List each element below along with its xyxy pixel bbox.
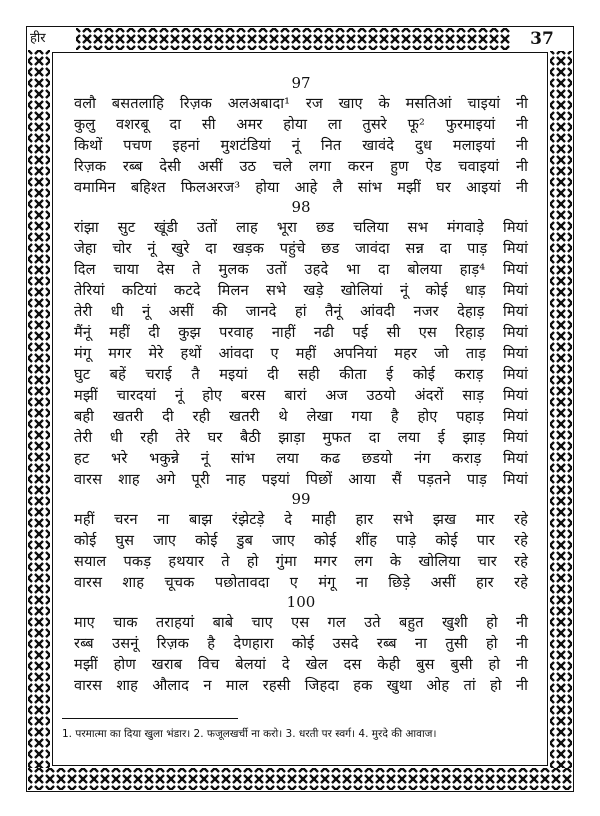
right-ornament-border — [550, 50, 572, 768]
verse-line: महीं चरन ना बाझ रंझेटड़े दे माही हार सभे झख मार रहे — [74, 511, 528, 528]
verse-line: वारस शाह औलाद न माल रहसी जिहदा हक खुथा ओह तां हो नी — [74, 677, 528, 694]
verse-line: किथों पचण इहनां मुशटंडियां नूं नित खावंदे दुध मलाइयां नी — [74, 137, 528, 154]
stanza-number: 97 — [291, 74, 311, 92]
stanza-number: 98 — [291, 198, 311, 216]
verse-line: वारस शाह चूचक पछोतावदा ए मंगू ना छिड़े असीं हार रहे — [74, 574, 528, 591]
verse-line: घुट बहें चराई तै मइयां दी सही कीता ई कोई कराड़ मियां — [74, 366, 528, 383]
top-ornament-border — [76, 28, 510, 50]
verse-line: कोई घुस जाए कोई डुब जाए कोई शींह पाड़े कोई पार रहे — [74, 532, 528, 549]
verse-line: मझीं होण खराब विच बेलयां दे खेल दस केही बुस बुसी हो नी — [74, 656, 528, 673]
verse-line: वमामिन बहिश्त फिलअरज³ होया आहे लै सांभ मझीं घर आइयां नी — [74, 179, 528, 196]
verse-line: रांझा सुट खूंडी उतों लाह भूरा छड चलिया सभ मंगवाड़े मियां — [74, 219, 528, 236]
verse-line: सयाल पकड़ हथयार ते हो गुंमा मगर लग के खोलिया चार रहे — [74, 553, 528, 570]
verse-line: मैंनूं महीं दी कुझ परवाह नाहीं नढी पई सी एस रिहाड़ मियां — [74, 324, 528, 341]
verse-line: वारस शाह अगे पूरी नाह पइयां पिछों आया सैं पड़तने पाड़ मियां — [74, 471, 528, 488]
bottom-ornament-border — [28, 768, 572, 790]
verse-line: हट भरे भकुन्ने नूं सांभ लया कढ छडयो नंग कराड़ मियां — [74, 450, 528, 467]
verse-line: मझीं चारदयां नूं होए बरस बारां अज उठयो अंदरों साड़ मियां — [74, 387, 528, 404]
running-title: हीर — [30, 28, 74, 50]
verse-content — [74, 74, 528, 696]
verse-line: रब्ब उसनूं रिज़क है देणहारा कोई उसदे रब्ब ना तुसी हो नी — [74, 635, 528, 652]
verse-line: बही खतरी दी रही खतरी थे लेखा गया है होए पहाड़ मियां — [74, 408, 528, 425]
footnotes: 1. परमात्मा का दिया खुला भंडार। 2. फजूलखर्ची ना करो। 3. धरती पर स्वर्ग। 4. मुरदे की आवाज। — [62, 728, 437, 740]
verse-line: रिज़क रब्ब देसी असीं उठ चले लगा करन हुण ऐड चवाइयां नी — [74, 158, 528, 175]
verse-line: माए चाक तराहयां बाबे चाए एस गल उते बहुत खुशी हो नी — [74, 614, 528, 631]
verse-line: तेरियां कटियां कटदे मिलन सभे खड़े खोलियां नूं कोई धाड़ मियां — [74, 282, 528, 299]
footnote-divider — [62, 718, 238, 719]
stanza-number: 100 — [286, 593, 316, 611]
verse-line: मंगू मगर मेरे हथों आंवदा ए महीं अपनियां महर जो ताड़ मियां — [74, 345, 528, 362]
verse-line: कुलु वशरबू दा सी अमर होया ला तुसरे फू² फुरमाइयां नी — [74, 116, 528, 133]
verse-line: जेहा चोर नूं खुरे दा खड़क पहुंचे छड जावंदा सन्न दा पाड़ मियां — [74, 240, 528, 257]
verse-line: वलौ बसतलाहि रिज़क अलअबादा¹ रज खाए के मसतिआं चाइयां नी — [74, 95, 528, 112]
verse-line: दिल चाया देस ते मुलक उतों उहदे भा दा बोलया हाड़⁴ मियां — [74, 261, 528, 278]
stanza-number: 99 — [291, 490, 311, 508]
left-ornament-border — [28, 50, 50, 768]
page-number: 37 — [512, 27, 572, 51]
verse-line: तेरी धी रही तेरे घर बैठी झाड़ा मुफत दा लया ई झाड़ मियां — [74, 429, 528, 446]
verse-line: तेरी धी नूं असीं की जानदे हां तैनूं आंवदी नजर देहाड़ मियां — [74, 303, 528, 320]
